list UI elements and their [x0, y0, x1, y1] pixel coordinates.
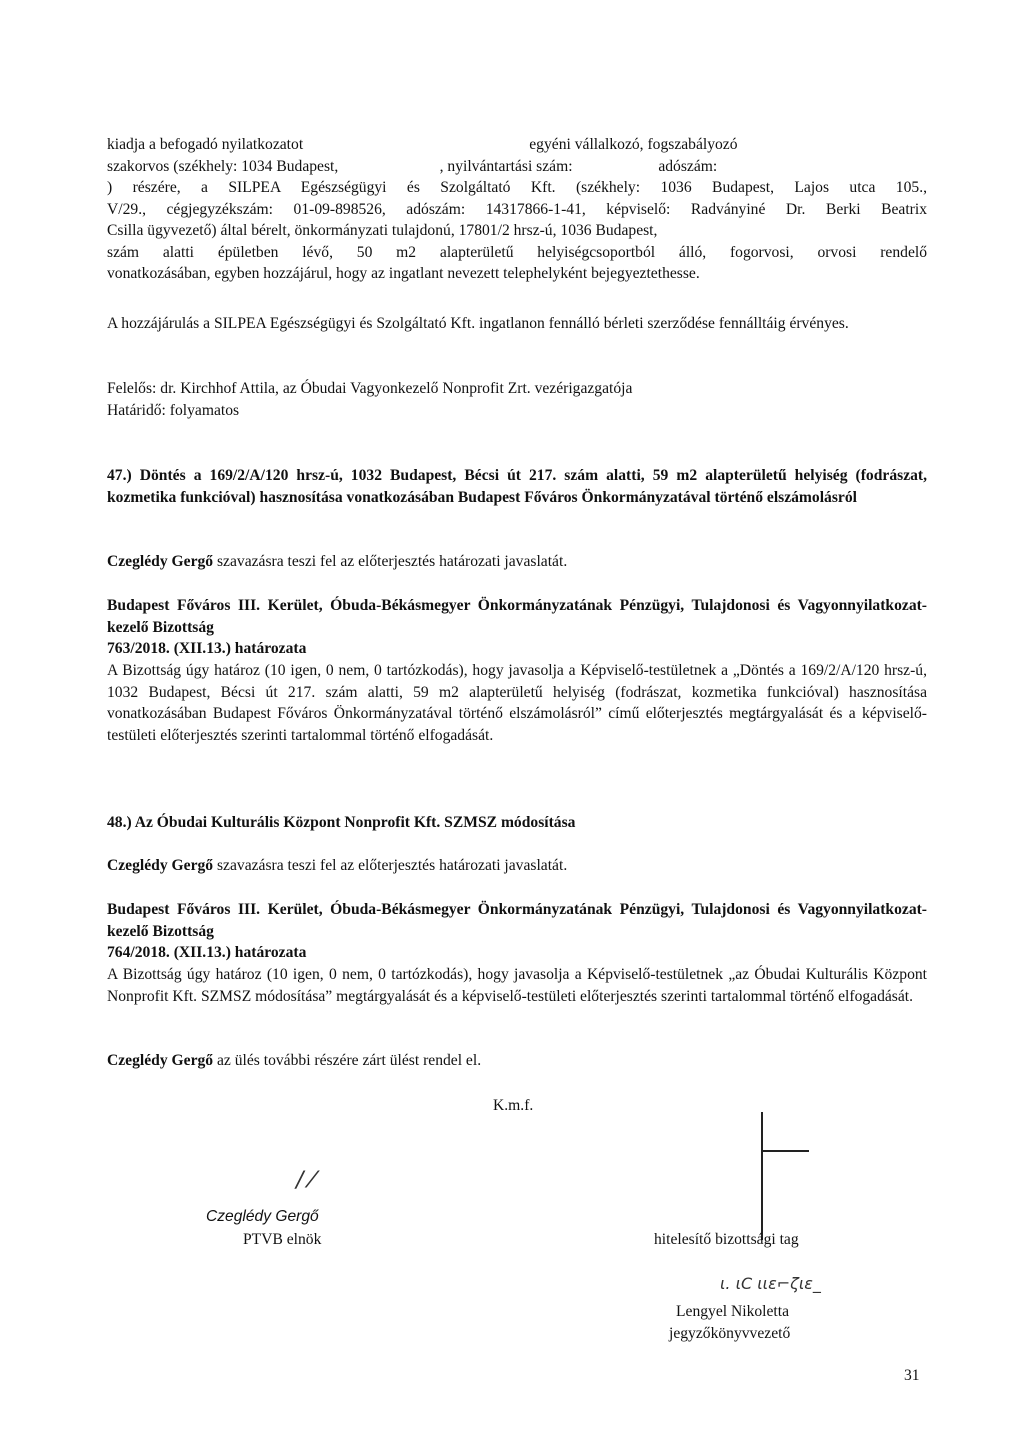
- intro-line-3: ) részére, a SILPEA Egészségügyi és Szolgáltató Kft. (székhely: 1036 Budapest, Lajos utca 105.,: [107, 179, 927, 196]
- intro-line-1: kiadja a befogadó nyilatkozatot egyéni vállalkozó, fogszabályozó: [107, 136, 738, 153]
- closing-line: [107, 1050, 927, 1072]
- chair-name: Czeglédy Gergő: [107, 553, 214, 570]
- item-47-resolution-number: 763/2018. (XII.13.) határozata: [107, 640, 307, 657]
- item-47-heading: 47.) Döntés a 169/2/A/120 hrsz-ú, 1032 Budapest, Bécsi út 217. szám alatti, 59 m2 alapterületű helyiség (fodrászat, kozmetika funkcióval) hasznosítása vonatkozásában Budapest Főváros Önkormányzatával történő elszámolásról: [107, 467, 927, 506]
- recorder-title: jegyzőkönyvvezető: [669, 1325, 791, 1342]
- recorder-name: Lengyel Nikoletta: [676, 1303, 790, 1320]
- intro-paragraph: [107, 134, 927, 285]
- left-signer-title: PTVB elnök: [243, 1231, 322, 1248]
- left-signer-name: Czeglédy Gergő: [206, 1208, 319, 1225]
- chair-name: Czeglédy Gergő: [107, 1052, 214, 1069]
- kmf-label: K.m.f.: [493, 1097, 534, 1114]
- closing-text: az ülés további részére zárt ülést rendel el.: [213, 1052, 482, 1069]
- intro-line-2: szakorvos (székhely: 1034 Budapest, , nyilvántartási szám: adószám:: [107, 157, 718, 175]
- signature-stroke-icon: [761, 1150, 809, 1152]
- signature-scribble-icon: / ⁄: [296, 1168, 315, 1193]
- item-48-resolution-number: 764/2018. (XII.13.) határozata: [107, 944, 307, 961]
- recorder-signature-icon: ι. ιC ιιε⌐ζιε_: [720, 1274, 821, 1293]
- item-48-vote-line: [107, 855, 927, 877]
- item-48-resolution-body: A Bizottság úgy határoz (10 igen, 0 nem, 0 tartózkodás), hogy javasolja a Képviselő-testületnek „az Óbudai Kulturális Központ Nonprofit Kft. SZMSZ módosítása” megtárgyalását és a képviselő-testületi előterjesztés szerinti tartalommal történő elfogadását.: [107, 966, 927, 1005]
- item-48-committee: Budapest Főváros III. Kerület, Óbuda-Békásmegyer Önkormányzatának Pénzügyi, Tulajdonosi és Vagyonnyilatkozat-kezelő Bizottság: [107, 901, 927, 940]
- signature-stroke-icon: [761, 1112, 763, 1240]
- deadline-line: Határidő: folyamatos: [107, 402, 240, 419]
- item-47-vote-line: [107, 551, 927, 573]
- intro-line-6: szám alatti épületben lévő, 50 m2 alapterületű helyiségcsoportból álló, fogorvosi, orvosi rendelő: [107, 243, 927, 261]
- item-47-resolution-body: A Bizottság úgy határoz (10 igen, 0 nem, 0 tartózkodás), hogy javasolja a Képviselő-testületnek a „Döntés a 169/2/A/120 hrsz-ú, 1032 Budapest, Bécsi út 217. szám alatti, 59 m2 alapterületű helyiség (fodrászat, kozmetika funkcióval) hasznosítása vonatkozásában Budapest Főváros Önkormányzatával történő elszámolásról” című előterjesztés megtárgyalását és a képviselő-testületi előterjesztés szerinti tartalommal történő elfogadását.: [107, 662, 927, 744]
- chair-name: Czeglédy Gergő: [107, 857, 214, 874]
- page-number: 31: [904, 1367, 920, 1384]
- vote-text: szavazásra teszi fel az előterjesztés határozati javaslatát.: [213, 553, 568, 570]
- vote-text: szavazásra teszi fel az előterjesztés határozati javaslatát.: [213, 857, 568, 874]
- item-47-committee: Budapest Főváros III. Kerület, Óbuda-Békásmegyer Önkormányzatának Pénzügyi, Tulajdonosi és Vagyonnyilatkozat-kezelő Bizottság: [107, 597, 927, 636]
- intro-line-5: Csilla ügyvezető) által bérelt, önkormányzati tulajdonú, 17801/2 hrsz-ú, 1036 Budapest,: [107, 222, 658, 239]
- responsible-line: Felelős: dr. Kirchhof Attila, az Óbudai Vagyonkezelő Nonprofit Zrt. vezérigazgatója: [107, 380, 633, 397]
- item-48-heading: 48.) Az Óbudai Kulturális Központ Nonprofit Kft. SZMSZ módosítása: [107, 814, 576, 831]
- right-signer-title: hitelesítő bizottsági tag: [654, 1231, 799, 1248]
- intro-line-7: vonatkozásában, egyben hozzájárul, hogy az ingatlant nevezett telephelyként bejegyeztethesse.: [107, 265, 700, 282]
- validity-paragraph: A hozzájárulás a SILPEA Egészségügyi és Szolgáltató Kft. ingatlanon fennálló bérleti szerződése fennálltáig érvényes.: [107, 315, 849, 332]
- intro-line-4: V/29., cégjegyzékszám: 01-09-898526, adószám: 14317866-1-41, képviselő: Radványiné Dr. Berki Beatrix: [107, 200, 927, 218]
